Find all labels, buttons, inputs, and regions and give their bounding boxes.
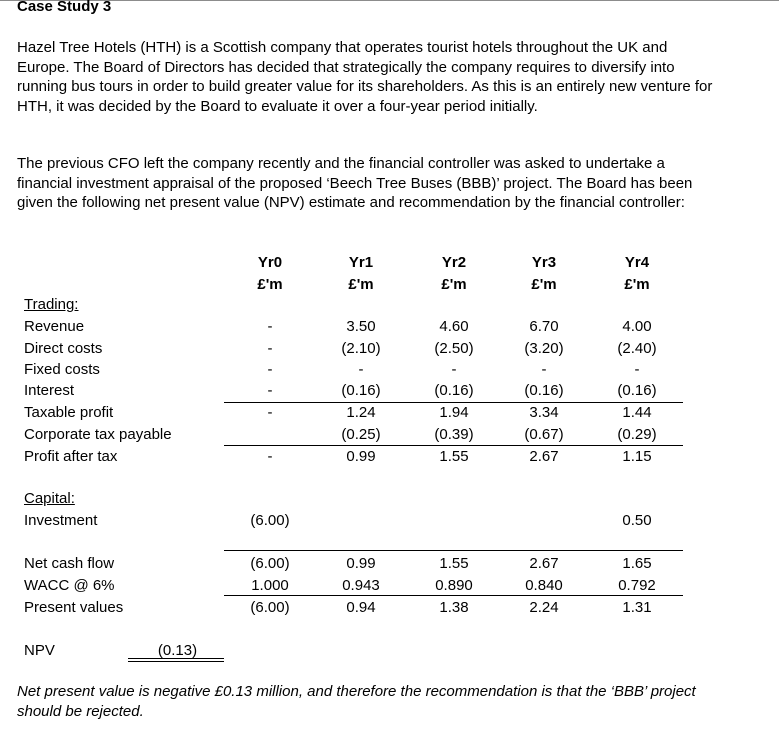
cell: 2.67 [529,448,559,465]
cell: - [358,361,364,378]
cell: 0.943 [342,577,380,594]
cell: (6.00) [250,555,290,572]
row-label: WACC @ 6% [24,577,115,594]
row-label: Fixed costs [24,361,100,378]
unit-header: £'m [441,276,467,293]
unit-header: £'m [348,276,374,293]
cell: (0.16) [617,382,657,399]
cell: (0.16) [341,382,381,399]
unit-header: £'m [257,276,283,293]
cell: 1.15 [622,448,652,465]
cell: (0.16) [524,382,564,399]
cell: 4.00 [622,318,652,335]
cell: 6.70 [529,318,559,335]
top-border [0,0,779,1]
row-label: Present values [24,599,124,616]
subtotal-rule [224,595,683,596]
npv-rule [128,661,224,662]
subtotal-rule [224,402,683,403]
cell: 1.000 [251,577,289,594]
year-header: Yr0 [257,254,283,271]
npv-label: NPV [24,642,55,659]
row-label: Investment [24,512,98,529]
cell: (6.00) [250,599,290,616]
cell: 2.24 [529,599,559,616]
cell: (0.67) [524,426,564,443]
section-label-capital: Capital: [24,490,75,507]
cell: (2.10) [341,340,381,357]
cell: 1.24 [346,404,376,421]
cell: - [451,361,457,378]
npv-rule [128,658,224,659]
cell: (6.00) [250,512,290,529]
cell: 0.890 [435,577,473,594]
conclusion-text: Net present value is negative £0.13 million, and therefore the recommendation is that the ‘BBB’ project should be rejected. [17,683,696,720]
cell: 1.44 [622,404,652,421]
cell: 1.55 [439,448,469,465]
context-paragraph: The previous CFO left the company recently and the financial controller was asked to undertake a financial investment appraisal of the proposed ‘Beech Tree Buses (BBB)’ project. The Board has been given the following net present value (NPV) estimate and recommendation by the financial controller: [17,155,693,211]
section-label-trading: Trading: [24,296,79,313]
unit-header: £'m [624,276,650,293]
year-header: Yr2 [441,254,467,271]
cell: - [267,361,273,378]
cell: - [267,340,273,357]
cell: 0.99 [346,448,376,465]
row-label: Taxable profit [24,404,114,421]
cell: 0.792 [618,577,656,594]
cell: - [541,361,547,378]
cell: (0.29) [617,426,657,443]
cell: (2.50) [434,340,474,357]
cell: - [267,382,273,399]
cell: 2.67 [529,555,559,572]
cell: (3.20) [524,340,564,357]
cell: (0.25) [341,426,381,443]
cell: - [634,361,640,378]
cell: 1.94 [439,404,469,421]
row-label: Direct costs [24,340,103,357]
year-header: Yr1 [348,254,374,271]
cell: - [267,448,273,465]
row-label: Corporate tax payable [24,426,172,443]
year-header: Yr4 [624,254,650,271]
year-header: Yr3 [531,254,557,271]
subtotal-rule [224,550,683,551]
cell: (0.16) [434,382,474,399]
cell: - [267,404,273,421]
cell: - [267,318,273,335]
cell: (2.40) [617,340,657,357]
row-label: Interest [24,382,75,399]
cell: 1.65 [622,555,652,572]
cell: 4.60 [439,318,469,335]
cell: 0.50 [622,512,652,529]
intro-paragraph: Hazel Tree Hotels (HTH) is a Scottish company that operates tourist hotels throughout the UK and Europe. The Board of Directors has decided that strategically the company requires to diversify into running bus tours in order to build greater value for its shareholders. As this is an entirely new venture for HTH, it was decided by the Board to evaluate it over a four-year period initially. [17,39,713,115]
row-label: Profit after tax [24,448,118,465]
cell: 1.31 [622,599,652,616]
cell: 0.840 [525,577,563,594]
row-label: Net cash flow [24,555,115,572]
npv-value: (0.13) [157,642,198,659]
row-label: Revenue [24,318,85,335]
cell: 1.38 [439,599,469,616]
cell: (0.39) [434,426,474,443]
subtotal-rule [224,445,683,446]
unit-header: £'m [531,276,557,293]
page-title: Case Study 3 [17,0,112,15]
cell: 1.55 [439,555,469,572]
cell: 3.50 [346,318,376,335]
cell: 3.34 [529,404,559,421]
cell: 0.94 [346,599,376,616]
cell: 0.99 [346,555,376,572]
